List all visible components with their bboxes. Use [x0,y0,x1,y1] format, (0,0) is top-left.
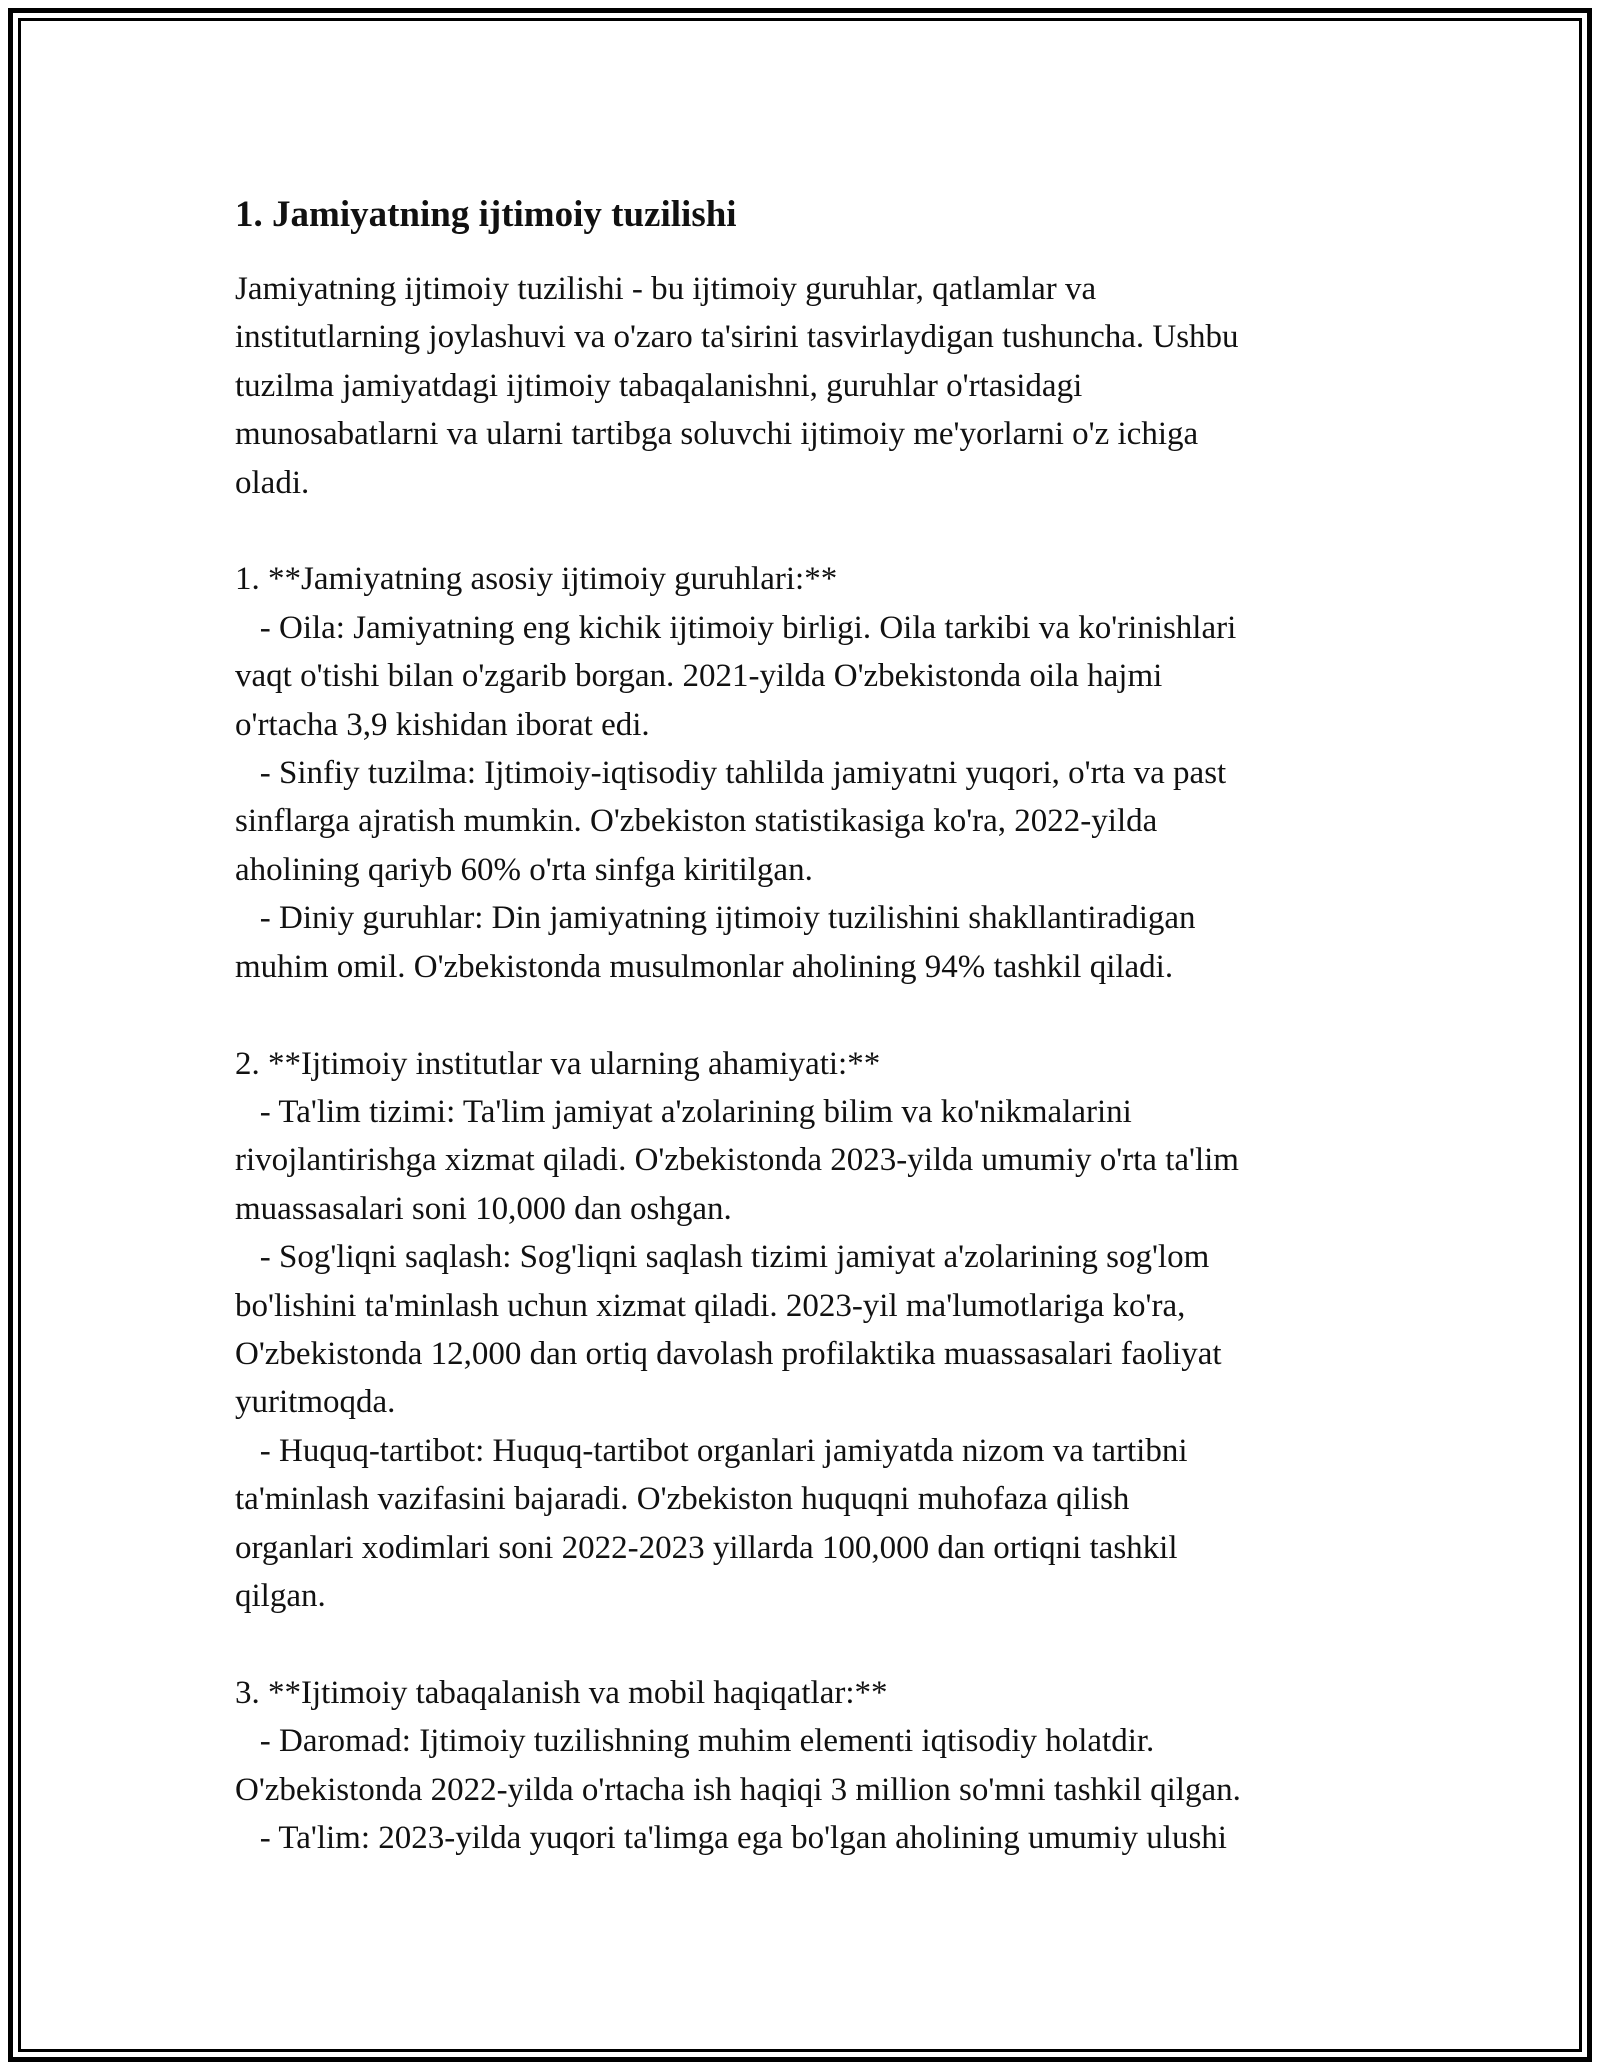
document-content [235,185,1370,1862]
section-heading: 1. Jamiyatning ijtimoiy tuzilishi [235,194,737,235]
document-body: Jamiyatning ijtimoiy tuzilishi - bu ijtimoiy guruhlar, qatlamlar va institutlarning joylashuvi va o'zaro ta'sirini tasvirlaydigan tushuncha. Ushbu tuzilma jamiyatdagi ijtimoiy tabaqalanishni, guruhlar o'rtasidagi munosabatlarni va ularni tartibga soluvchi ijtimoiy me'yorlarni o'z ichiga oladi. 1. **Jamiyatning asosiy ijtimoiy guruhlari:** - Oila: Jamiyatning eng kichik ijtimoiy birligi. Oila tarkibi va ko'rinishlari vaqt o'tishi bilan o'zgarib borgan. 2021-yilda O'zbekistonda oila hajmi o'rtacha 3,9 kishidan iborat edi. - Sinfiy tuzilma: Ijtimoiy-iqtisodiy tahlilda jamiyatni yuqori, o'rta va past sinflarga ajratish mumkin. O'zbekiston statistikasiga ko'ra, 2022-yilda aholining qariyb 60% o'rta sinfga kiritilgan. - Diniy guruhlar: Din jamiyatning ijtimoiy tuzilishini shakllantiradigan muhim omil. O'zbekistonda musulmonlar aholining 94% tashkil qiladi. 2. **Ijtimoiy institutlar va ularning ahamiyati:** - Ta'lim tizimi: Ta'lim jamiyat a'zolarining bilim va ko'nikmalarini rivojlantirishga xizmat qiladi. O'zbekistonda 2023-yilda umumiy o'rta ta'lim muassasalari soni 10,000 dan oshgan. - Sog'liqni saqlash: Sog'liqni saqlash tizimi jamiyat a'zolarining sog'lom bo'lishini ta'minlash uchun xizmat qiladi. 2023-yil ma'lumotlariga ko'ra, O'zbekistonda 12,000 dan ortiq davolash profilaktika muassasalari faoliyat yuritmoqda. - Huquq-tartibot: Huquq-tartibot organlari jamiyatda nizom va tartibni ta'minlash vazifasini bajaradi. O'zbekiston huquqni muhofaza qilish organlari xodimlari soni 2022-2023 yillarda 100,000 dan ortiqni tashkil qilgan. 3. **Ijtimoiy tabaqalanish va mobil haqiqatlar:** - Daromad: Ijtimoiy tuzilishning muhim elementi iqtisodiy holatdir. O'zbekistonda 2022-yilda o'rtacha ish haqiqi 3 million so'mni tashkil qilgan. - Ta'lim: 2023-yilda yuqori ta'limga ega bo'lgan aholining umumiy ulushi [235,271,1241,1856]
